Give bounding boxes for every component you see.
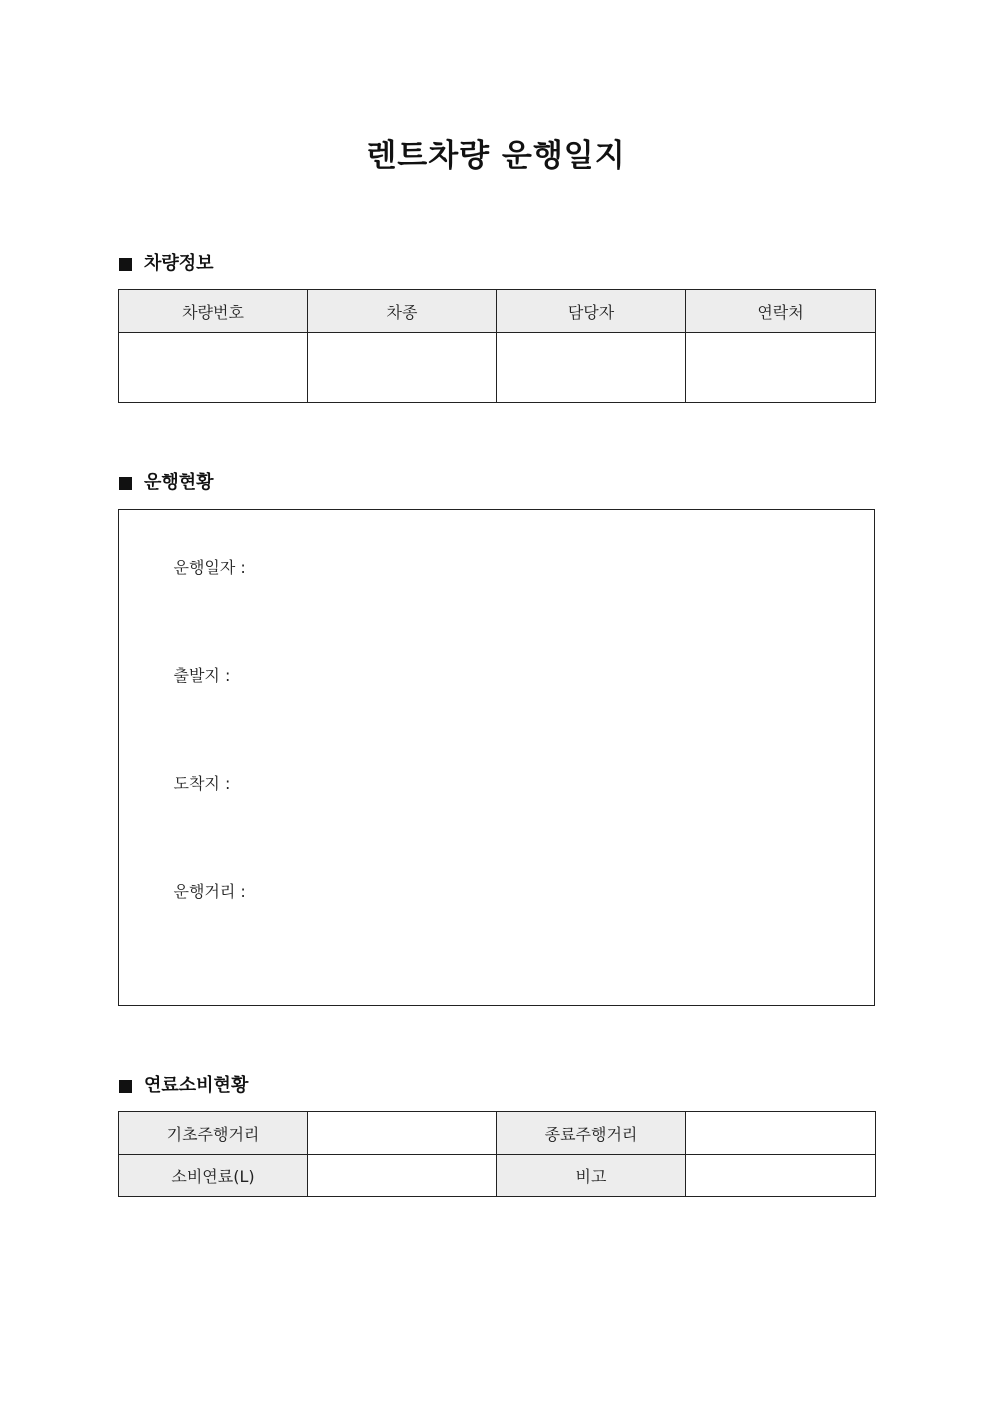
operation-record-fields: [143, 527, 246, 959]
section-heading-operation-status: [119, 470, 214, 496]
square-bullet-icon: [119, 258, 132, 271]
end-mileage-field[interactable]: [686, 1112, 876, 1155]
section-heading-fuel-consumption: [119, 1073, 248, 1099]
section-heading-label: 연료소비현황: [144, 1075, 249, 1096]
record-label: 출발지 :: [173, 666, 231, 685]
label-remarks: 비고: [497, 1155, 686, 1197]
fuel-consumption-table: [118, 1111, 876, 1197]
operation-record-box[interactable]: [118, 509, 875, 1006]
label-start-mileage: 기초주행거리: [119, 1112, 308, 1155]
vehicle-info-table: [118, 289, 876, 403]
record-line-operation-date: [143, 527, 246, 635]
square-bullet-icon: [119, 477, 132, 490]
fuel-row: [119, 1155, 876, 1197]
label-fuel-used: 소비연료(L): [119, 1155, 308, 1197]
record-line-departure: [143, 635, 246, 743]
page-title: 렌트차량 운행일지: [366, 138, 626, 174]
fuel-used-field[interactable]: [308, 1155, 497, 1197]
record-line-distance: [143, 851, 246, 959]
column-header-vehicle-number: 차량번호: [119, 290, 308, 333]
vehicle-info-header-row: [119, 290, 876, 333]
start-mileage-field[interactable]: [308, 1112, 497, 1155]
record-label: 도착지 :: [173, 774, 231, 793]
contact-field[interactable]: [686, 333, 876, 403]
fuel-row: [119, 1112, 876, 1155]
section-heading-label: 운행현황: [144, 472, 214, 493]
column-header-person-in-charge: 담당자: [497, 290, 686, 333]
label-end-mileage: 종료주행거리: [497, 1112, 686, 1155]
remarks-field[interactable]: [686, 1155, 876, 1197]
square-bullet-icon: [119, 1080, 132, 1093]
column-header-contact: 연락처: [686, 290, 876, 333]
record-label: 운행일자 :: [173, 558, 246, 577]
section-heading-vehicle-info: [119, 251, 214, 277]
vehicle-number-field[interactable]: [119, 333, 308, 403]
vehicle-type-field[interactable]: [308, 333, 497, 403]
record-label: 운행거리 :: [173, 882, 246, 901]
record-line-destination: [143, 743, 246, 851]
column-header-vehicle-type: 차종: [308, 290, 497, 333]
section-heading-label: 차량정보: [144, 253, 214, 274]
vehicle-info-value-row: [119, 333, 876, 403]
person-in-charge-field[interactable]: [497, 333, 686, 403]
